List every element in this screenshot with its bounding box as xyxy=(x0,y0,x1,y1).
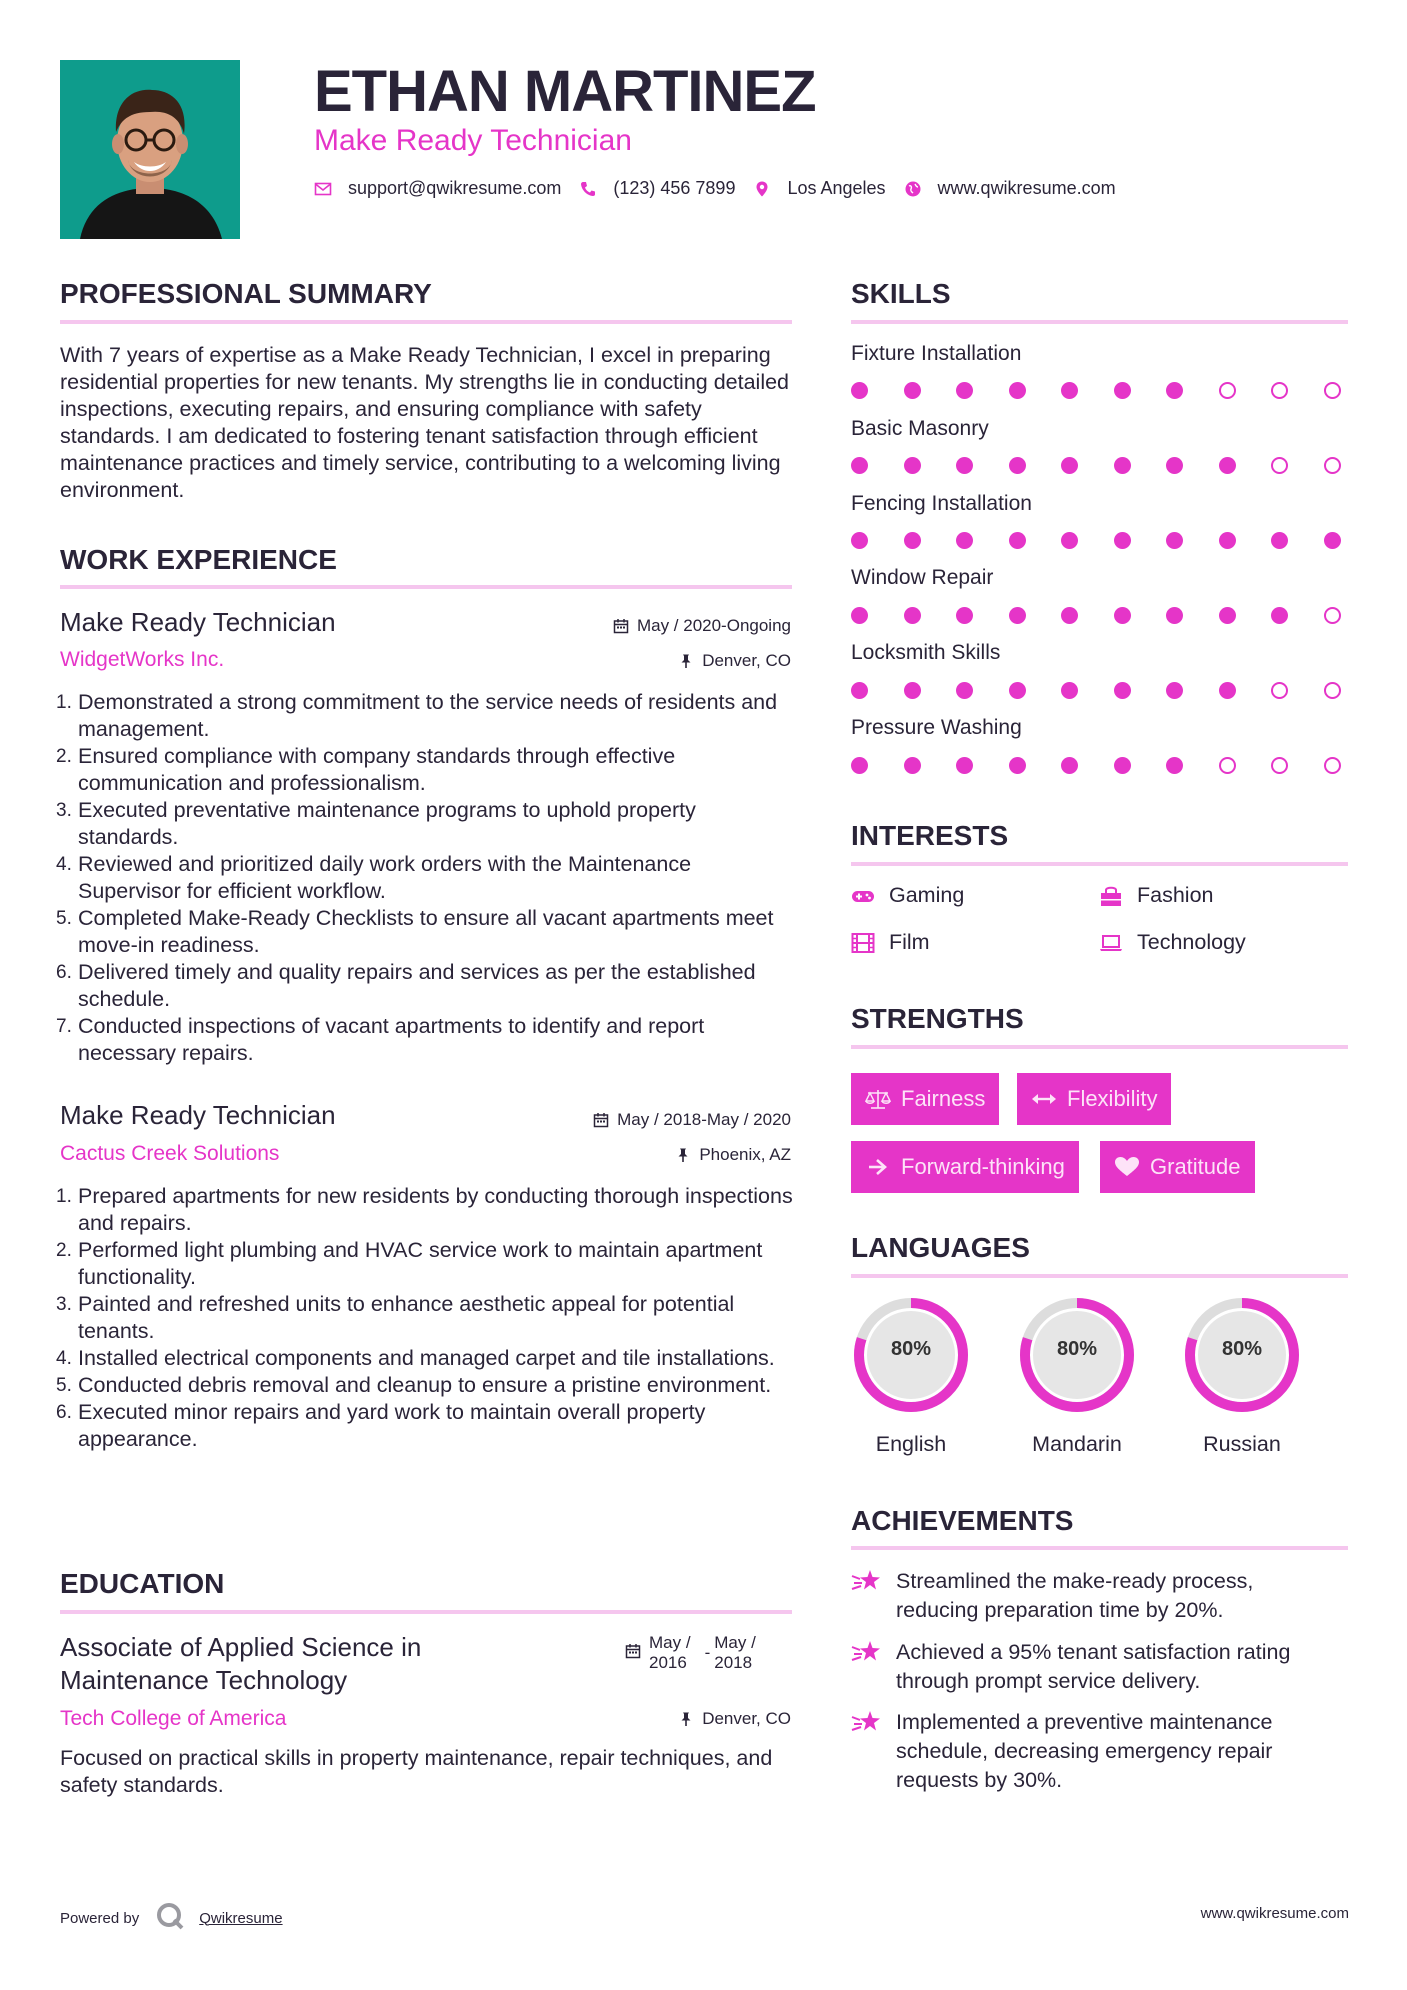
strength-chip xyxy=(1100,1141,1255,1193)
skill-dot-filled xyxy=(1061,682,1078,699)
duty-text: Installed electrical components and managed carpet and tile installations. xyxy=(78,1346,775,1370)
skill-dot-filled xyxy=(1114,382,1131,399)
job-location xyxy=(678,651,791,671)
skill-dot-filled xyxy=(1219,532,1236,549)
skill-dot-filled xyxy=(1114,532,1131,549)
duty-item xyxy=(56,1013,796,1067)
skill-dot-filled xyxy=(851,382,868,399)
skill-dot-filled xyxy=(1166,532,1183,549)
powered-by-label: Powered by xyxy=(60,1909,140,1927)
skill-dot-empty xyxy=(1324,382,1341,399)
languages-heading: LANGUAGES xyxy=(851,1232,1030,1263)
duty-number: 3. xyxy=(56,800,72,821)
skill-dot-filled xyxy=(1009,532,1026,549)
achievement-item xyxy=(851,1638,1331,1696)
pushpin-icon xyxy=(675,1147,691,1163)
skill-name: Fencing Installation xyxy=(851,492,1032,515)
school-name: Tech College of America xyxy=(60,1707,287,1730)
duty-item xyxy=(56,1345,796,1372)
skill-dot-filled xyxy=(904,757,921,774)
shooting-star-icon xyxy=(851,1567,881,1595)
skill-name: Locksmith Skills xyxy=(851,641,1001,664)
duty-item xyxy=(56,959,796,1013)
duty-number: 4. xyxy=(56,854,72,875)
education-location-text: Denver, CO xyxy=(702,1709,791,1728)
achievements-heading: ACHIEVEMENTS xyxy=(851,1505,1074,1536)
duty-item xyxy=(56,1183,796,1237)
duty-number: 6. xyxy=(56,962,72,983)
skill-dot-empty xyxy=(1271,382,1288,399)
skill-dot-filled xyxy=(1061,382,1078,399)
duty-number: 5. xyxy=(56,1375,72,1396)
language-name: Mandarin xyxy=(1032,1432,1122,1456)
achievement-text: Streamlined the make-ready process, reducing preparation time by 20%. xyxy=(896,1569,1254,1622)
duty-text: Completed Make-Ready Checklists to ensure all vacant apartments meet move-in readiness. xyxy=(78,906,774,957)
footer-website[interactable]: www.qwikresume.com xyxy=(1200,1905,1349,1922)
duty-number: 4. xyxy=(56,1348,72,1369)
skill-dot-filled xyxy=(851,757,868,774)
start-month: May / xyxy=(649,1633,691,1652)
interests-heading: INTERESTS xyxy=(851,820,1009,851)
skills-heading: SKILLS xyxy=(851,278,951,309)
end-year: 2018 xyxy=(714,1653,753,1672)
candidate-role: Make Ready Technician xyxy=(314,124,632,157)
skill-dot-filled xyxy=(1271,607,1288,624)
education-dates xyxy=(625,1633,756,1673)
job-duties-list xyxy=(56,689,796,1067)
skill-dot-filled xyxy=(1219,457,1236,474)
interest-item xyxy=(851,930,930,955)
duty-text: Demonstrated a strong commitment to the service needs of residents and management. xyxy=(78,690,778,741)
job-dates-text: May / 2020-Ongoing xyxy=(636,616,791,635)
calendar-icon xyxy=(625,1643,641,1659)
skill-dot-filled xyxy=(904,682,921,699)
duty-item xyxy=(56,1399,796,1453)
skill-rating xyxy=(851,457,1341,477)
pushpin-icon xyxy=(678,653,694,669)
footer-powered-by xyxy=(60,1901,283,1935)
summary-text: With 7 years of expertise as a Make Ready Technician, I excel in preparing residential properties for new tenants. My strengths lie in conducting detailed inspections, executing repairs, and ensuring compliance with safety standards. I am dedicated to fostering tenant satisfaction through efficient maintenance practices and timely service, contributing to a welcoming living environment. xyxy=(60,343,790,502)
language-item xyxy=(1016,1294,1138,1456)
degree-line-1: Associate of Applied Science in xyxy=(60,1632,422,1662)
skill-dot-empty xyxy=(1324,682,1341,699)
interest-label: Film xyxy=(889,930,930,954)
skill-dot-filled xyxy=(1061,757,1078,774)
gamepad-icon xyxy=(851,885,875,907)
arrows-horizontal-icon xyxy=(1031,1088,1057,1110)
strength-label: Forward-thinking xyxy=(901,1154,1065,1179)
phone-icon xyxy=(579,180,597,198)
languages-divider xyxy=(851,1274,1348,1278)
skill-dot-filled xyxy=(851,682,868,699)
job-location-text: Phoenix, AZ xyxy=(699,1145,791,1164)
skill-rating xyxy=(851,382,1341,402)
skills-divider xyxy=(851,320,1348,324)
skill-dot-filled xyxy=(1114,757,1131,774)
job-company: Cactus Creek Solutions xyxy=(60,1142,280,1165)
duty-number: 1. xyxy=(56,1186,72,1207)
skill-dot-filled xyxy=(1061,457,1078,474)
skill-dot-filled xyxy=(851,457,868,474)
skill-dot-filled xyxy=(851,607,868,624)
scale-icon xyxy=(865,1088,891,1110)
strengths-divider xyxy=(851,1045,1348,1049)
achievement-item xyxy=(851,1708,1331,1795)
skill-dot-filled xyxy=(956,382,973,399)
duty-text: Performed light plumbing and HVAC service work to maintain apartment functionality. xyxy=(78,1238,763,1289)
skill-dot-filled xyxy=(904,382,921,399)
skill-rating xyxy=(851,682,1341,702)
duty-item xyxy=(56,689,796,743)
skill-dot-filled xyxy=(1271,532,1288,549)
end-month: May / xyxy=(714,1633,756,1652)
location-text: Los Angeles xyxy=(787,178,886,198)
skill-dot-filled xyxy=(1166,607,1183,624)
duty-number: 5. xyxy=(56,908,72,929)
contact-website[interactable] xyxy=(904,178,1116,199)
shooting-star-icon xyxy=(851,1708,881,1736)
film-icon xyxy=(851,932,875,954)
interest-label: Gaming xyxy=(889,883,965,907)
duty-text: Executed minor repairs and yard work to maintain overall property appearance. xyxy=(78,1400,706,1451)
skill-dot-filled xyxy=(1166,682,1183,699)
skill-dot-filled xyxy=(904,607,921,624)
job-company: WidgetWorks Inc. xyxy=(60,648,225,671)
education-heading: EDUCATION xyxy=(60,1568,225,1599)
skill-dot-empty xyxy=(1324,607,1341,624)
skill-dot-filled xyxy=(1219,682,1236,699)
skill-dot-filled xyxy=(1009,757,1026,774)
duty-item xyxy=(56,1372,796,1399)
language-percent: 80% xyxy=(1221,1338,1263,1360)
duty-text: Delivered timely and quality repairs and services as per the established schedule. xyxy=(78,960,756,1011)
skill-dot-filled xyxy=(1009,382,1026,399)
skill-name: Basic Masonry xyxy=(851,417,989,440)
pushpin-icon xyxy=(678,1711,694,1727)
skill-dot-filled xyxy=(956,757,973,774)
envelope-icon xyxy=(314,180,332,198)
skill-dot-filled xyxy=(1009,607,1026,624)
duty-number: 2. xyxy=(56,1240,72,1261)
duty-text: Ensured compliance with company standards through effective communication and professionalism. xyxy=(78,744,676,795)
duty-item xyxy=(56,797,796,851)
experience-heading: WORK EXPERIENCE xyxy=(60,544,337,575)
summary-divider xyxy=(60,320,792,324)
globe-icon xyxy=(904,180,922,198)
interest-item xyxy=(1099,930,1246,955)
education-end xyxy=(714,1633,756,1673)
interest-item xyxy=(851,883,964,908)
candidate-name: ETHAN MARTINEZ xyxy=(314,59,816,124)
interests-divider xyxy=(851,862,1348,866)
duty-text: Conducted debris removal and cleanup to ensure a pristine environment. xyxy=(78,1373,772,1397)
shooting-star-icon xyxy=(851,1638,881,1666)
achievement-item xyxy=(851,1567,1331,1625)
job-location xyxy=(675,1145,791,1165)
skill-dot-empty xyxy=(1271,757,1288,774)
duty-number: 6. xyxy=(56,1402,72,1423)
skill-dot-empty xyxy=(1219,382,1236,399)
education-description: Focused on practical skills in property maintenance, repair techniques, and safety standards. xyxy=(60,1746,773,1797)
calendar-icon xyxy=(613,618,629,634)
experience-divider xyxy=(60,585,792,589)
education-start xyxy=(649,1633,691,1673)
strength-chip xyxy=(851,1141,1079,1193)
strength-chip xyxy=(1017,1073,1171,1125)
strengths-heading: STRENGTHS xyxy=(851,1003,1024,1034)
website-text: www.qwikresume.com xyxy=(937,178,1116,198)
strength-label: Flexibility xyxy=(1067,1086,1158,1111)
skill-dot-filled xyxy=(956,607,973,624)
start-year: 2016 xyxy=(649,1653,687,1672)
language-item xyxy=(1181,1294,1303,1456)
degree-title xyxy=(60,1632,421,1696)
skill-dot-filled xyxy=(851,532,868,549)
laptop-icon xyxy=(1099,932,1123,954)
duty-item xyxy=(56,743,796,797)
job-location-text: Denver, CO xyxy=(702,651,791,670)
profile-photo xyxy=(60,60,240,239)
skill-dot-filled xyxy=(956,532,973,549)
language-item xyxy=(850,1294,972,1456)
skill-dot-filled xyxy=(1114,682,1131,699)
achievement-text: Achieved a 95% tenant satisfaction rating through prompt service delivery. xyxy=(896,1640,1291,1693)
education-location xyxy=(678,1709,791,1729)
duty-number: 2. xyxy=(56,746,72,767)
skill-dot-filled xyxy=(1166,382,1183,399)
job-dates xyxy=(613,616,791,636)
calendar-icon xyxy=(593,1112,609,1128)
skill-dot-filled xyxy=(1324,532,1341,549)
skill-dot-filled xyxy=(904,457,921,474)
skill-dot-filled xyxy=(1219,607,1236,624)
date-separator: - xyxy=(704,1643,711,1662)
duty-text: Painted and refreshed units to enhance aesthetic appeal for potential tenants. xyxy=(78,1292,735,1343)
duty-text: Reviewed and prioritized daily work orders with the Maintenance Supervisor for efficient workflow. xyxy=(78,852,692,903)
strength-label: Gratitude xyxy=(1150,1154,1241,1179)
duty-item xyxy=(56,905,796,959)
duty-text: Conducted inspections of vacant apartments to identify and report necessary repairs. xyxy=(78,1014,705,1065)
skill-rating xyxy=(851,532,1341,552)
job-dates xyxy=(593,1110,791,1130)
skill-dot-empty xyxy=(1324,757,1341,774)
skill-dot-filled xyxy=(1009,457,1026,474)
degree-line-2: Maintenance Technology xyxy=(60,1665,348,1695)
duty-text: Prepared apartments for new residents by conducting thorough inspections and repairs. xyxy=(78,1184,793,1235)
job-dates-text: May / 2018-May / 2020 xyxy=(617,1110,791,1129)
skill-rating xyxy=(851,757,1341,777)
contact-phone[interactable] xyxy=(579,178,735,199)
email-text: support@qwikresume.com xyxy=(348,178,562,198)
qwikresume-logo-icon xyxy=(155,1901,185,1935)
skill-dot-filled xyxy=(1166,757,1183,774)
language-name: Russian xyxy=(1203,1432,1281,1456)
duty-number: 3. xyxy=(56,1294,72,1315)
skill-dot-filled xyxy=(956,457,973,474)
job-title: Make Ready Technician xyxy=(60,607,336,637)
skill-dot-empty xyxy=(1219,757,1236,774)
skill-dot-empty xyxy=(1271,457,1288,474)
duty-text: Executed preventative maintenance programs to uphold property standards. xyxy=(78,798,696,849)
duty-number: 1. xyxy=(56,692,72,713)
duty-item xyxy=(56,1237,796,1291)
language-percent: 80% xyxy=(1056,1338,1098,1360)
strength-label: Fairness xyxy=(901,1086,986,1111)
job-duties-list xyxy=(56,1183,796,1453)
skill-dot-filled xyxy=(1114,607,1131,624)
skill-dot-empty xyxy=(1271,682,1288,699)
skill-name: Window Repair xyxy=(851,566,994,589)
heart-icon xyxy=(1114,1156,1140,1178)
skill-dot-filled xyxy=(904,532,921,549)
skill-name: Fixture Installation xyxy=(851,342,1022,365)
contact-email[interactable] xyxy=(314,178,561,199)
phone-text: (123) 456 7899 xyxy=(613,178,736,198)
skill-dot-filled xyxy=(1061,607,1078,624)
skill-dot-filled xyxy=(1166,457,1183,474)
language-percent: 80% xyxy=(890,1338,932,1360)
map-pin-icon xyxy=(753,180,771,198)
duty-item xyxy=(56,1291,796,1345)
skill-dot-filled xyxy=(1114,457,1131,474)
interest-label: Fashion xyxy=(1137,883,1214,907)
duty-number: 7. xyxy=(56,1016,72,1037)
contact-location xyxy=(753,178,885,199)
strength-chip xyxy=(851,1073,999,1125)
skill-dot-empty xyxy=(1324,457,1341,474)
education-divider xyxy=(60,1610,792,1614)
duty-item xyxy=(56,851,796,905)
skill-dot-filled xyxy=(956,682,973,699)
shopping-bag-icon xyxy=(1099,885,1123,907)
achievement-text: Implemented a preventive maintenance schedule, decreasing emergency repair requests by 30%. xyxy=(896,1710,1273,1792)
skill-rating xyxy=(851,607,1341,627)
skill-dot-filled xyxy=(1061,532,1078,549)
achievements-divider xyxy=(851,1546,1348,1550)
job-title: Make Ready Technician xyxy=(60,1100,336,1130)
contact-bar xyxy=(314,178,1134,199)
qwikresume-link[interactable]: Qwikresume xyxy=(199,1909,283,1927)
summary-heading: PROFESSIONAL SUMMARY xyxy=(60,278,432,309)
interest-label: Technology xyxy=(1137,930,1246,954)
arrow-right-icon xyxy=(865,1156,891,1178)
language-name: English xyxy=(875,1432,947,1456)
interest-item xyxy=(1099,883,1214,908)
skill-dot-filled xyxy=(1009,682,1026,699)
skill-name: Pressure Washing xyxy=(851,716,1022,739)
